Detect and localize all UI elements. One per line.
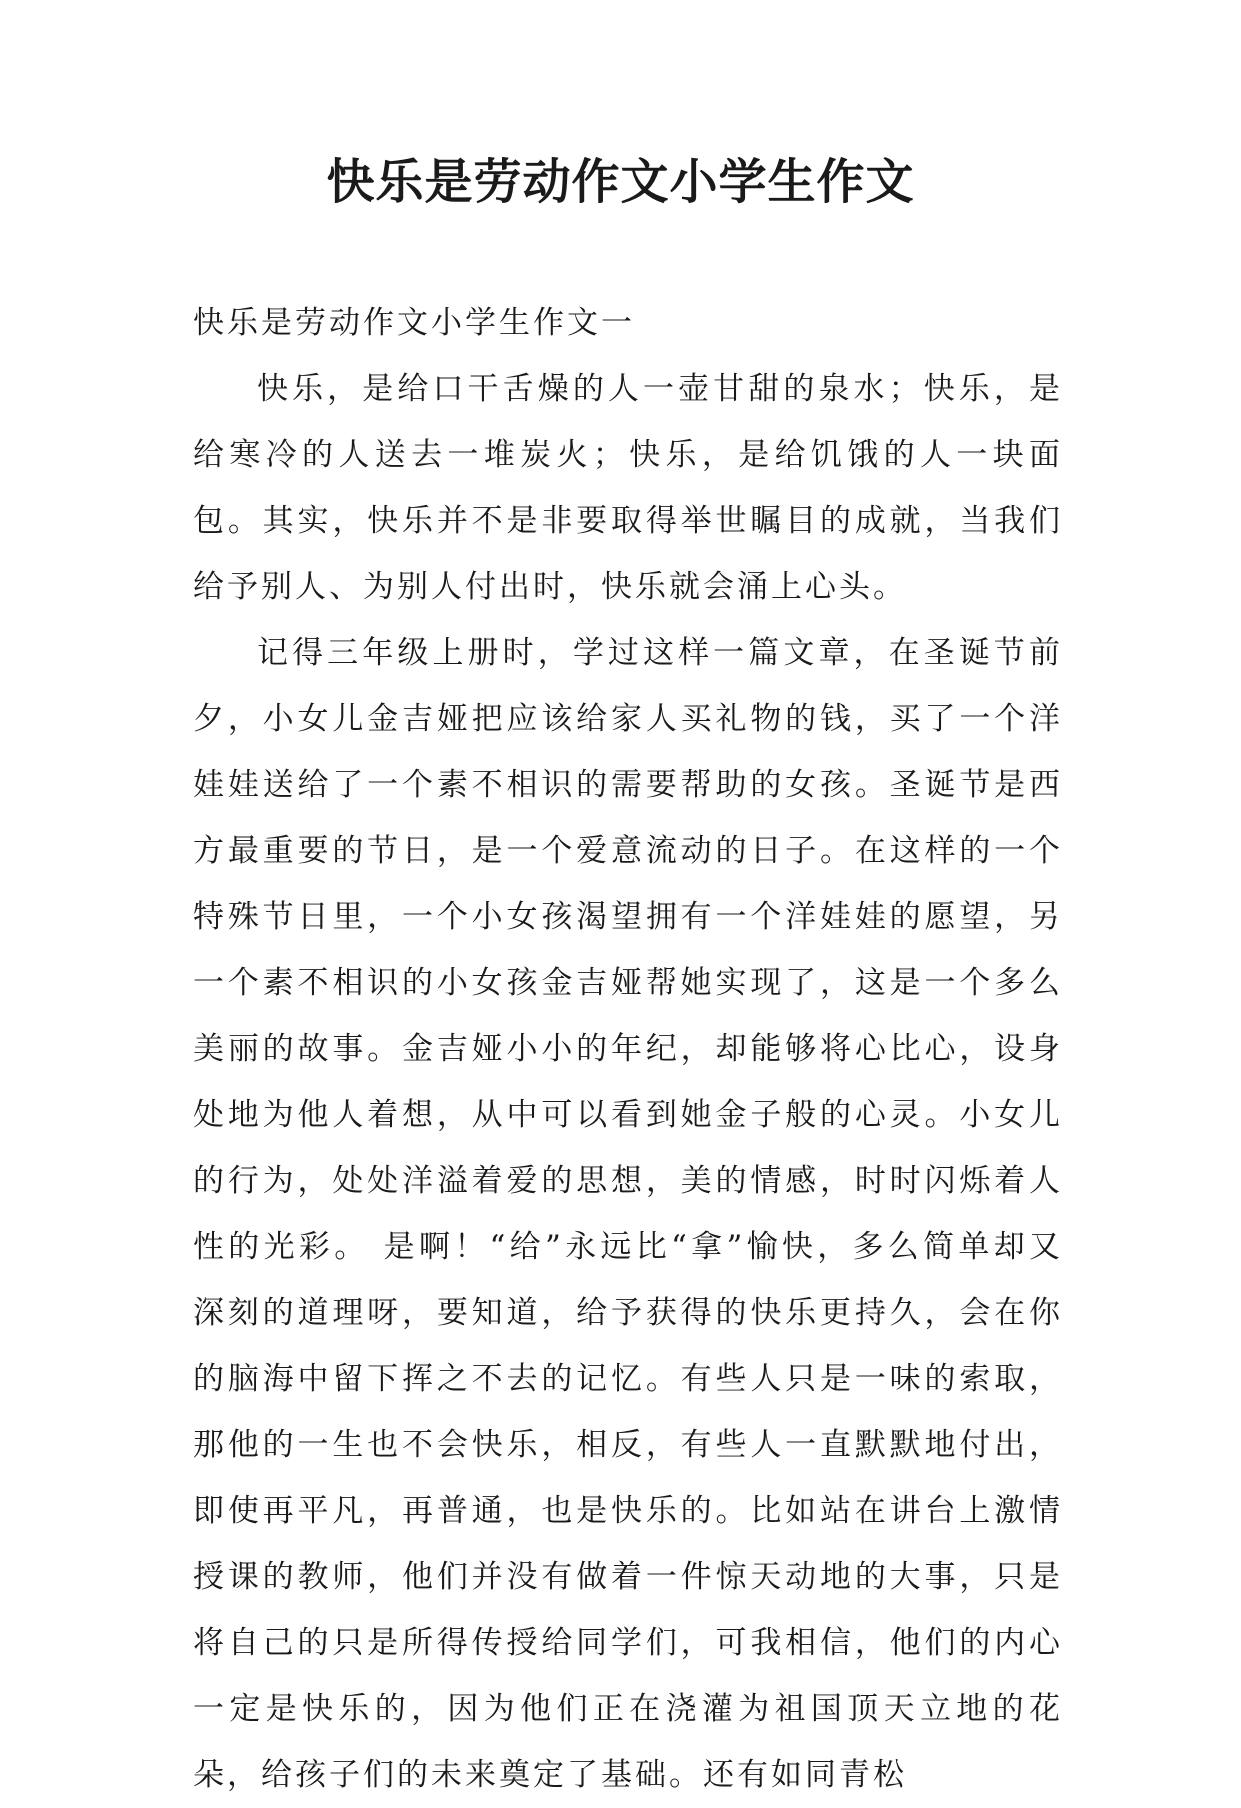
document-body [193, 290, 1063, 1808]
document-title: 快乐是劳动作文小学生作文 [326, 154, 915, 210]
paragraph-2: 记得三年级上册时，学过这样一篇文章，在圣诞节前夕，小女儿金吉娅把应该给家人买礼物的钱，买了一个洋娃娃送给了一个素不相识的需要帮助的女孩。圣诞节是西方最重要的节日，是一个爱意流动的日子。在这样的一个特殊节日里，一个小女孩渴望拥有一个洋娃娃的愿望，另一个素不相识的小女孩金吉娅帮她实现了，这是一个多么美丽的故事。金吉娅小小的年纪，却能够将心比心，设身处地为他人着想，从中可以看到她金子般的心灵。小女儿的行为，处处洋溢着爱的思想，美的情感，时时闪烁着人性的光彩。 是啊！“给”永远比“拿”愉快，多么简单却又深刻的道理呀，要知道，给予获得的快乐更持久，会在你的脑海中留下挥之不去的记忆。有些人只是一味的索取，那他的一生也不会快乐，相反，有些人一直默默地付出，即使再平凡，再普通，也是快乐的。比如站在讲台上激情授课的教师，他们并没有做着一件惊天动地的大事，只是将自己的只是所得传授给同学们，可我相信，他们的内心一定是快乐的，因为他们正在浇灌为祖国顶天立地的花朵，给孩子们的未来奠定了基础。还有如同青松 [193, 635, 1063, 1793]
section-heading: 快乐是劳动作文小学生作文一 [193, 305, 635, 341]
paragraph-1: 快乐，是给口干舌燥的人一壶甘甜的泉水；快乐，是给寒冷的人送去一堆炭火；快乐，是给饥饿的人一块面包。其实，快乐并不是非要取得举世瞩目的成就，当我们给予别人、为别人付出时，快乐就会涌上心头。 [193, 371, 1063, 605]
